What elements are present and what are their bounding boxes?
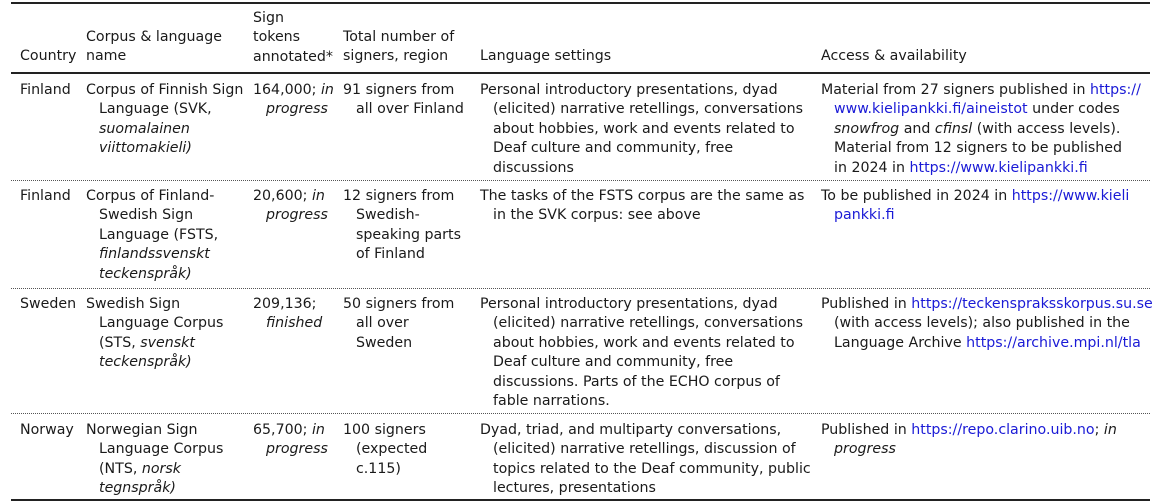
table-row-access: To be published in 2024 in https://www.kieli pankki.fi [821, 188, 1130, 224]
table-row-access: Published in https://teckenspraksskorpus.su.se (with access levels); also published in the Language Archive https://archive.mpi.nl/tla [821, 296, 1153, 351]
header-corpus: Corpus & language name [86, 29, 222, 65]
row-divider [11, 180, 1150, 181]
row-divider [11, 288, 1150, 289]
table-row-settings: The tasks of the FSTS corpus are the same as in the SVK corpus: see above [480, 188, 805, 224]
table-row-tokens: 209,136; finished [253, 296, 323, 332]
header-signers: Total number of signers, region [343, 29, 455, 65]
corpus-link[interactable]: https://www.kielipankki.fi [909, 159, 1088, 176]
table-row-signers: 12 signers from Swedish- speaking parts of Finland [343, 188, 461, 263]
table-row-country: Norway [20, 422, 74, 438]
corpus-link[interactable]: https://teckenspraksskorpus.su.se [911, 296, 1153, 312]
table-row-settings: Personal introductory presentations, dyad (elicited) narrative retellings, conversations about hobbies, work and events related to Deaf culture and community, free discussions [480, 82, 804, 176]
corpus-link[interactable]: pankki.fi [834, 207, 895, 224]
header-settings: Language settings [480, 48, 612, 64]
table-row-signers: 50 signers from all over Sweden [343, 296, 455, 351]
table-row-tokens: 65,700; in progress [253, 422, 328, 458]
table-row-settings: Dyad, triad, and multiparty conversations, (elicited) narrative retellings, discussion of topics related to the Deaf community, public lectures, presentations [480, 422, 811, 497]
table-row-country: Finland [20, 82, 71, 98]
corpus-link[interactable]: www.kielipankki.fi/aineistot [834, 101, 1028, 118]
table-row-country: Finland [20, 188, 71, 204]
corpus-link[interactable]: https:// [1090, 82, 1141, 98]
table-row-corpus: Corpus of Finland- Swedish Sign Language (FSTS, finlandssvenskt teckenspråk) [86, 188, 219, 282]
corpus-link[interactable]: https://archive.mpi.nl/tla [966, 334, 1141, 351]
table-row-country: Sweden [20, 296, 77, 312]
table-row-signers: 91 signers from all over Finland [343, 82, 464, 118]
table-bottom-rule [11, 499, 1150, 501]
table-row-access: Material from 27 signers published in https:// www.kielipankki.fi/aineistot under codes snowfrog and cfinsl (with access levels). Material from 12 signers to be published in 2024 in https://www.kielipankki.fi [821, 82, 1141, 176]
header-access: Access & availability [821, 48, 967, 64]
table-row-corpus: Corpus of Finnish Sign Language (SVK, suomalainen viittomakieli) [86, 82, 244, 157]
corpus-link[interactable]: https://www.kieli [1011, 188, 1130, 204]
table-row-tokens: 20,600; in progress [253, 188, 328, 224]
table-row-corpus: Swedish Sign Language Corpus (STS, svenskt teckenspråk) [86, 296, 224, 371]
table-row-tokens: 164,000; in progress [253, 82, 334, 118]
table-row-corpus: Norwegian Sign Language Corpus (NTS, norsk tegnspråk) [86, 422, 224, 497]
table-row-settings: Personal introductory presentations, dyad (elicited) narrative retellings, conversations about hobbies, work and events related to Deaf culture and community, free discussions. Parts of the ECHO corpus of fable narrations. [480, 296, 804, 410]
row-divider [11, 413, 1150, 414]
table-row-access: Published in https://repo.clarino.uib.no; in progress [821, 422, 1117, 458]
table-top-rule [11, 2, 1150, 4]
header-rule [11, 72, 1150, 74]
corpus-link[interactable]: https://repo.clarino.uib.no [911, 422, 1095, 438]
table-row-signers: 100 signers (expected c.115) [343, 422, 428, 477]
header-tokens: Sign tokens annotated* [253, 10, 334, 65]
header-country: Country [20, 48, 77, 64]
